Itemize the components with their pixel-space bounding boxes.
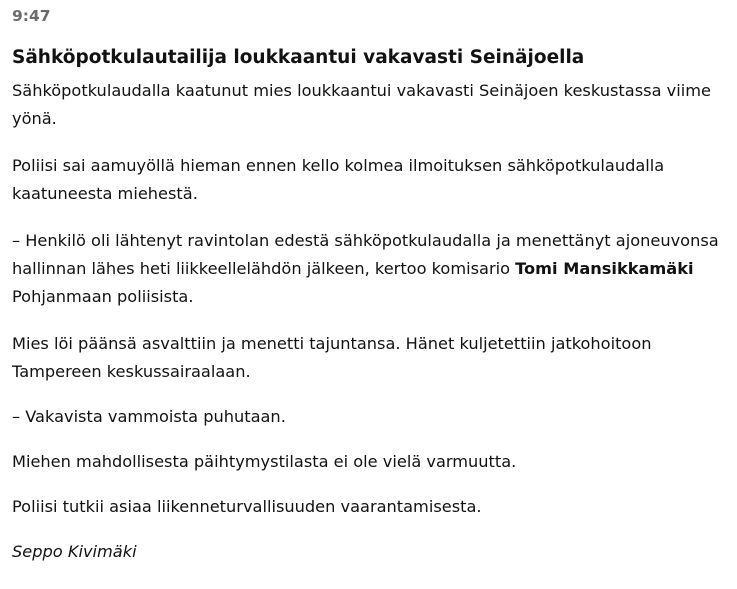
paragraph-3 [12, 227, 725, 311]
article-headline: Sähköpotkulautailija loukkaantui vakavasti Seinäjoella [12, 47, 585, 68]
article-author: Seppo Kivimäki [12, 542, 137, 561]
paragraph-4: Mies löi päänsä asvalttiin ja menetti tajuntansa. Hänet kuljetettiin jatkohoitoon Tampereen keskussairaalaan. [12, 334, 652, 381]
paragraph-1: Sähköpotkulaudalla kaatunut mies loukkaantui vakavasti Seinäjoen keskustassa viime yönä. [12, 81, 711, 128]
paragraph-3-text-before: – Henkilö oli lähtenyt ravintolan edestä sähköpotkulaudalla ja menettänyt ajoneuvonsa hallinnan lähes heti liikkeellelähdön jälkeen, kertoo komisario [12, 231, 719, 278]
interviewee-name: Tomi Mansikkamäki [515, 259, 694, 278]
paragraph-6: Miehen mahdollisesta päihtymystilasta ei ole vielä varmuutta. [12, 452, 517, 471]
publish-time: 9:47 [12, 7, 51, 25]
paragraph-2: Poliisi sai aamuyöllä hieman ennen kello kolmea ilmoituksen sähköpotkulaudalla kaatuneesta miehestä. [12, 156, 665, 203]
paragraph-3-text-after: Pohjanmaan poliisista. [12, 287, 194, 306]
paragraph-7: Poliisi tutkii asiaa liikenneturvallisuuden vaarantamisesta. [12, 497, 482, 516]
paragraph-5: – Vakavista vammoista puhutaan. [12, 407, 286, 426]
